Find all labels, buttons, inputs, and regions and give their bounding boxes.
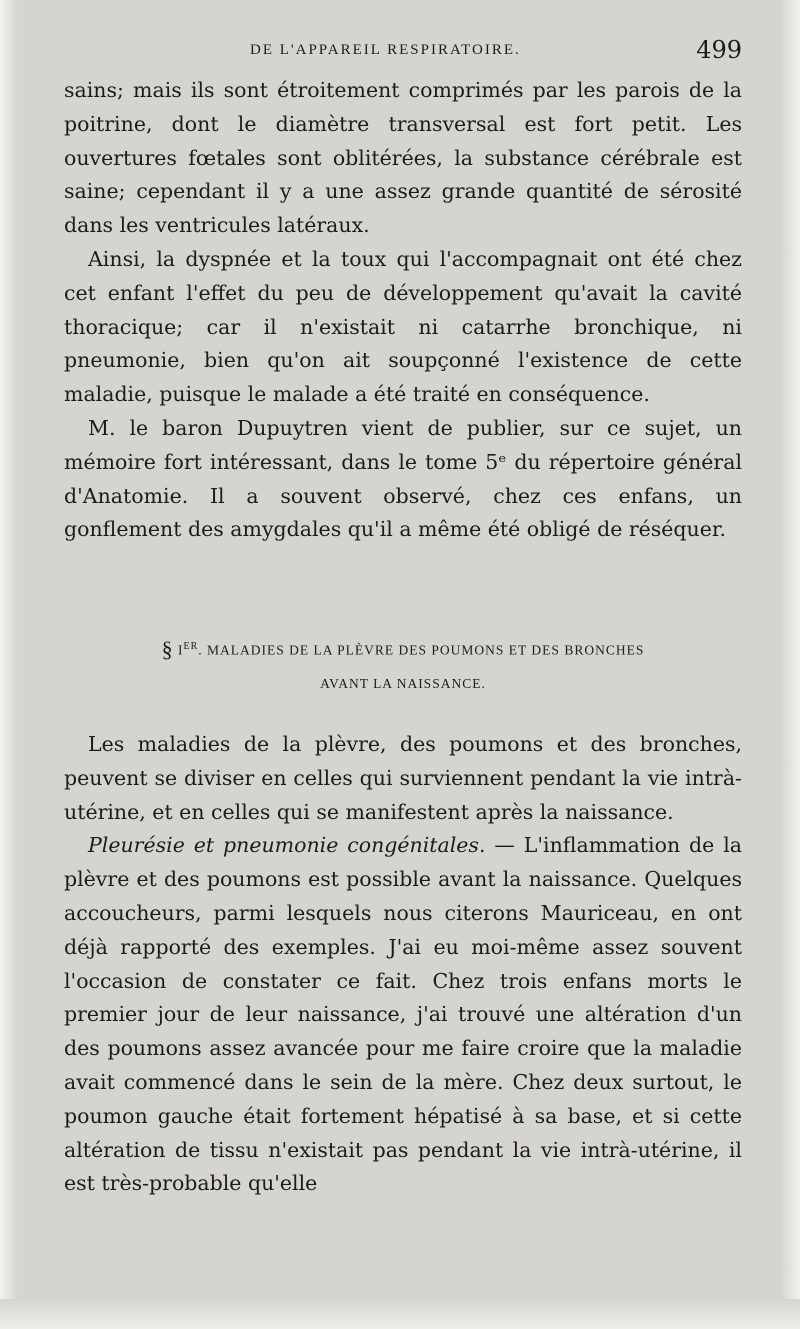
text-block-bottom (64, 728, 742, 1201)
section-number: I (178, 642, 184, 658)
section-heading (64, 630, 742, 700)
section-symbol: § (161, 636, 174, 662)
page-number: 499 (696, 36, 742, 64)
paragraph-ainsi: Ainsi, la dyspnée et la toux qui l'accompagnait ont été chez cet enfant l'effet du peu de développement qu'avait la cavité thoracique; car il n'existait ni catarrhe bronchique, ni pneumonie, bien qu'on ait soupçonné l'existence de cette maladie, puisque le malade a été traité en conséquence. (64, 246, 742, 407)
paragraph-pleuresie-text: — L'inflammation de la plèvre et des poumons est possible avant la naissance. Quelques accoucheurs, parmi lesquels nous citerons Mauriceau, en ont déjà rapporté des exemples. J'ai eu moi-même assez souvent l'occasion de constater ce fait. Chez trois enfans morts le premier jour de leur naissance, j'ai trouvé une altération d'un des poumons assez avancée pour me faire croire que la maladie avait commencé dans le sein de la mère. Chez deux surtout, le poumon gauche était fortement hépatisé à sa base, et si cette altération de tissu n'existait pas pendant la vie intrà-utérine, il est très-probable qu'elle (64, 833, 742, 1196)
paragraph-pleuresie (64, 829, 742, 1201)
text-block-top (64, 74, 742, 547)
paragraph-maladies: Les maladies de la plèvre, des poumons et des bronches, peuvent se diviser en celles qui surviennent pendant la vie intrà-utérine, et en celles qui se manifestent après la naissance. (64, 732, 742, 824)
section-number-sup: ER (183, 641, 199, 652)
section-title-line2: AVANT LA NAISSANCE. (320, 675, 486, 691)
section-heading-line1 (64, 630, 742, 667)
paragraph-continued: sains; mais ils sont étroitement comprimés par les parois de la poitrine, dont le diamètre transversal est fort petit. Les ouvertures fœtales sont oblitérées, la substance cérébrale est saine; cependant il y a une assez grande quantité de sérosité dans les ventricules latéraux. (64, 78, 742, 238)
page-edge-right (780, 0, 800, 1329)
section-title-line1: . MALADIES DE LA PLÈVRE DES POUMONS ET DES BRONCHES (198, 642, 645, 658)
page-edge-bottom (0, 1299, 800, 1329)
running-head: DE L'APPAREIL RESPIRATOIRE. (250, 42, 521, 58)
paragraph-heading-italic: Pleurésie et pneumonie congénitales. (88, 833, 486, 858)
page-edge-left (0, 0, 18, 1329)
paragraph-dupuytren: M. le baron Dupuytren vient de publier, sur ce sujet, un mémoire fort intéressant, dans le tome 5ᵉ du répertoire général d'Anatomie. Il a souvent observé, chez ces enfans, un gonflement des amygdales qu'il a même été obligé de réséquer. (64, 415, 742, 542)
